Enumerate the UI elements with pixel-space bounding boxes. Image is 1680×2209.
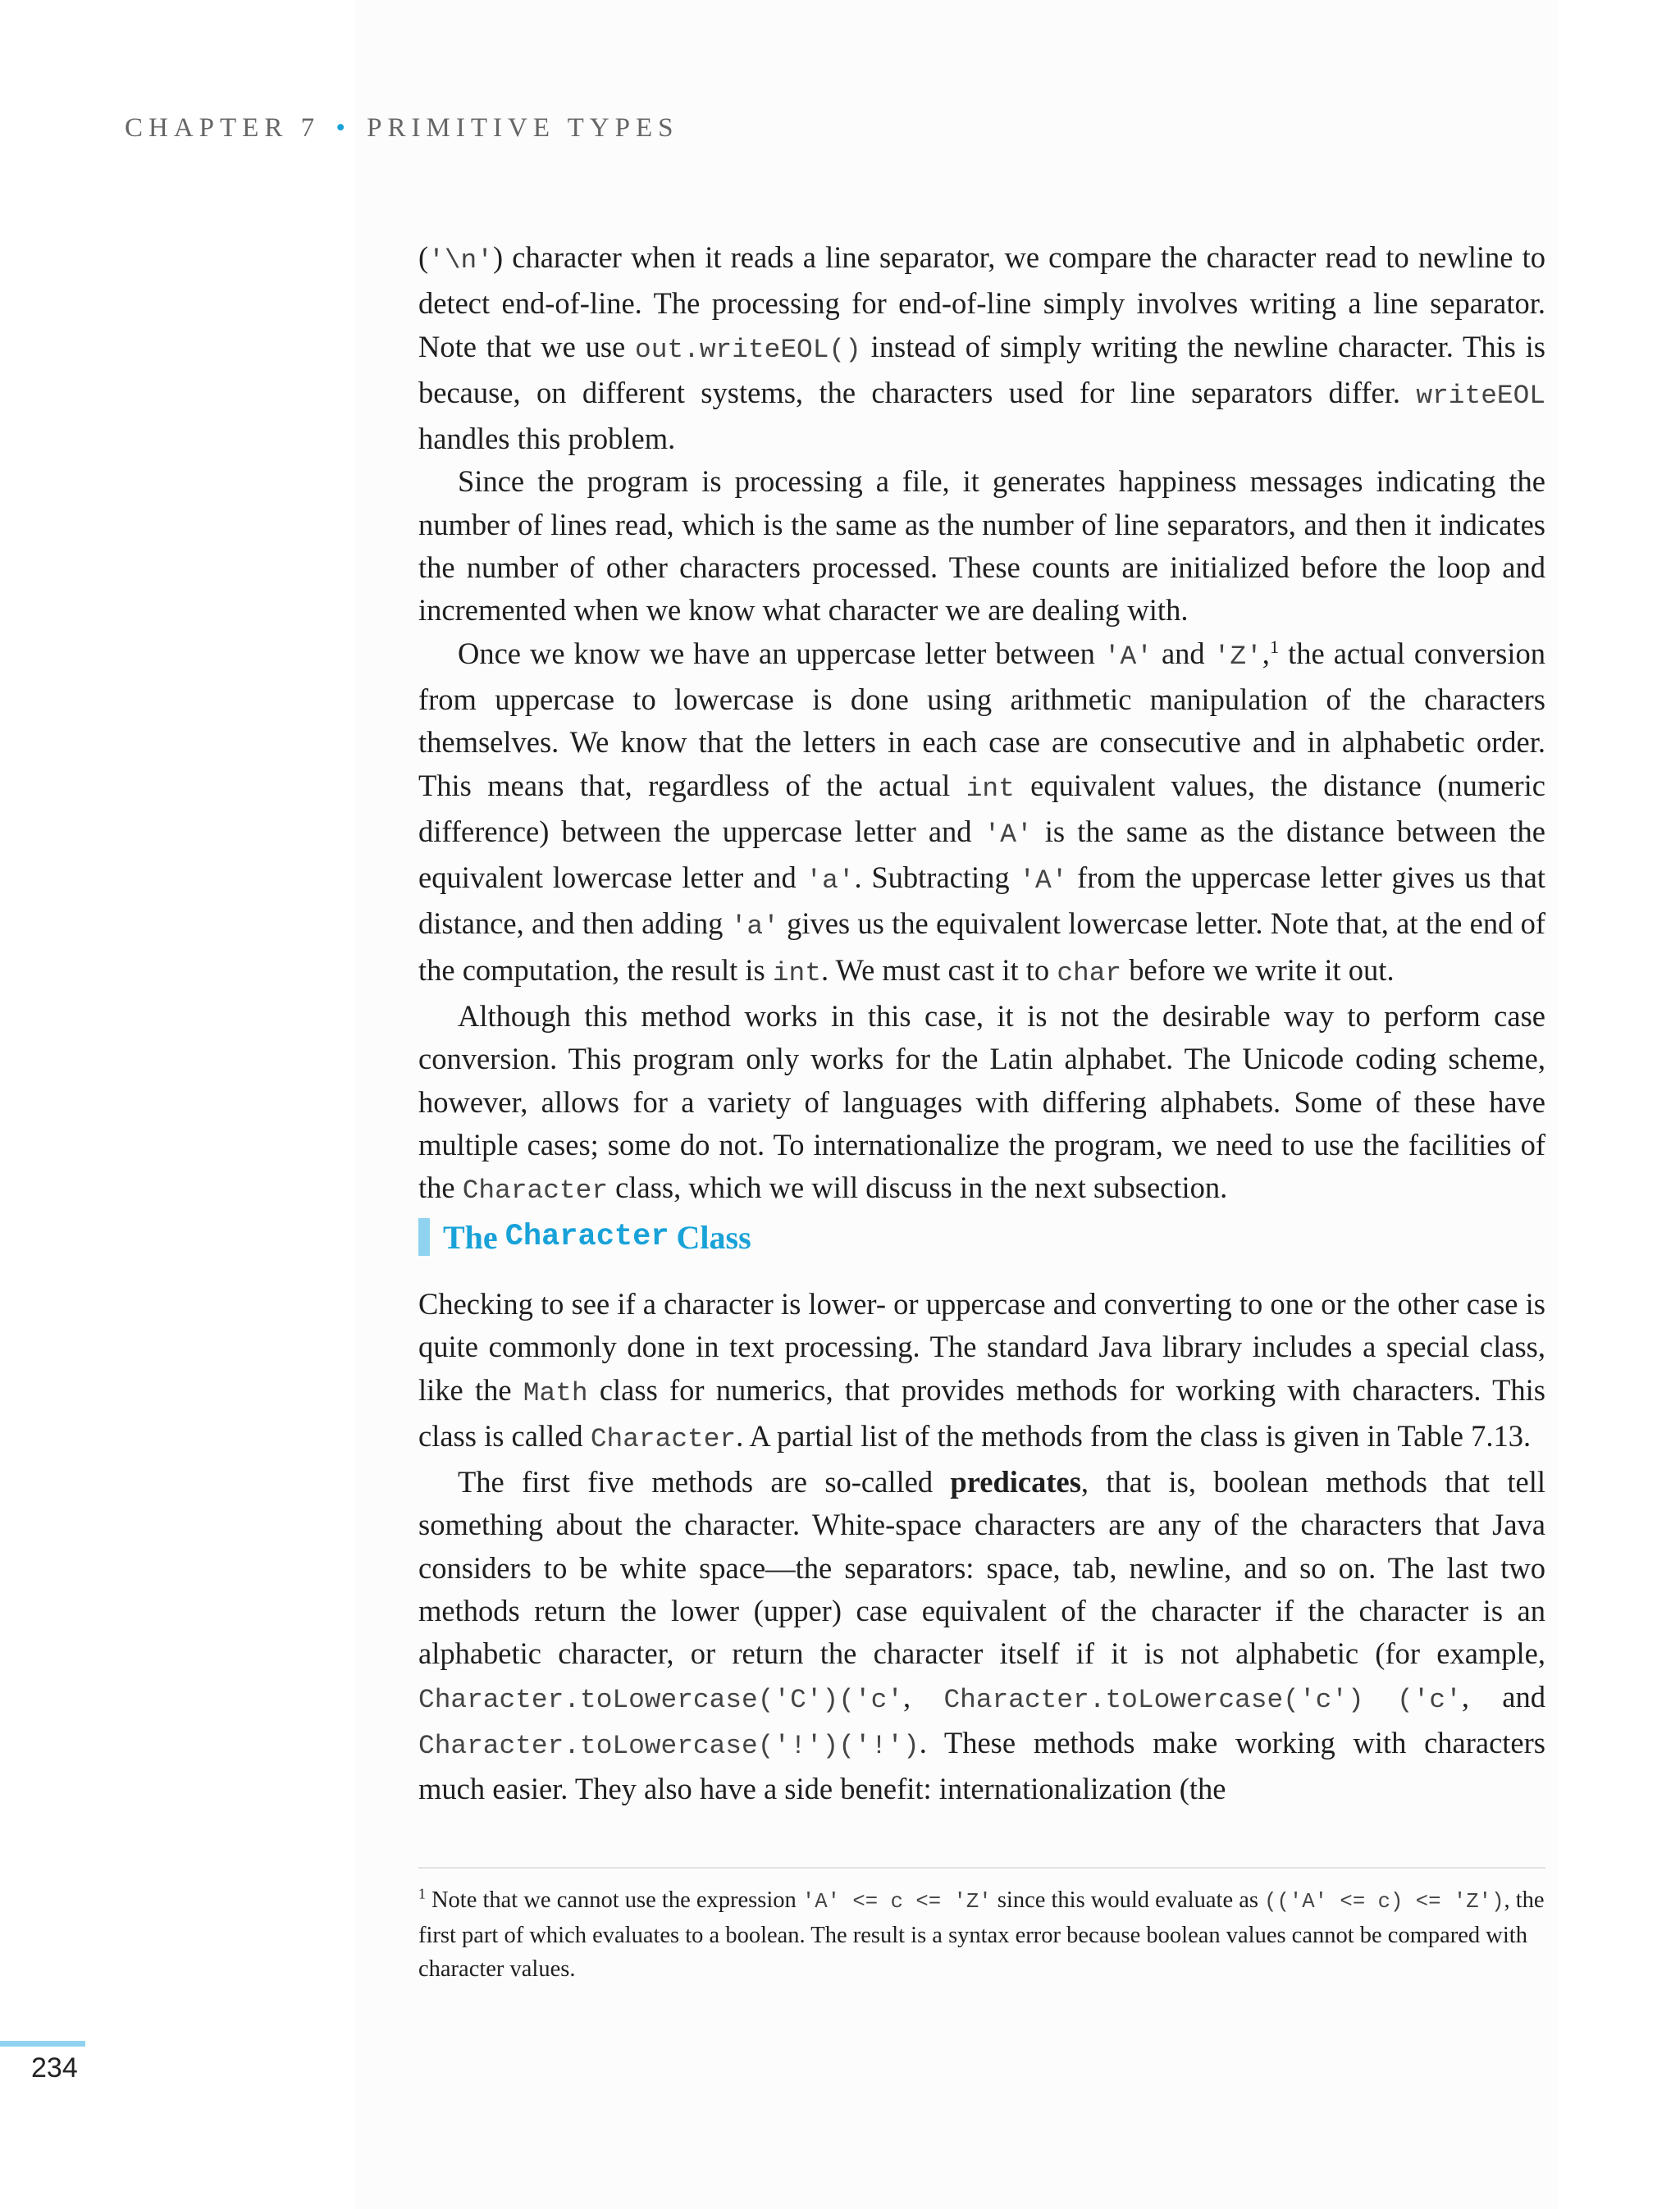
text: . These methods make working with characters much easier. They also have a side benefit: internationalization (the bbox=[418, 1725, 1545, 1806]
code-inline: writeEOL bbox=[1416, 380, 1545, 411]
code-inline: Character bbox=[462, 1175, 609, 1207]
body-text-top bbox=[418, 236, 1545, 1213]
footnote-reference[interactable]: 1 bbox=[1269, 636, 1280, 657]
heading-text: The bbox=[443, 1218, 498, 1256]
chapter-title: PRIMITIVE TYPES bbox=[367, 113, 679, 143]
code-inline: ('!') bbox=[838, 1730, 920, 1761]
text: . Subtracting bbox=[854, 860, 1020, 895]
code-inline: '\n' bbox=[428, 245, 493, 276]
body-text-bottom bbox=[418, 1283, 1545, 1811]
section-heading bbox=[418, 1211, 751, 1263]
text: , bbox=[1262, 636, 1270, 670]
code-inline: 'A' bbox=[984, 819, 1033, 850]
text: Once we know we have an uppercase letter between bbox=[458, 636, 1104, 670]
code-inline: ('c' bbox=[1397, 1684, 1462, 1715]
footnote-divider bbox=[418, 1867, 1545, 1869]
text: . We must cast it to bbox=[820, 952, 1057, 987]
code-inline: Character.toLowercase('C') bbox=[418, 1684, 839, 1715]
text: , the first part of which evaluates to a boolean. The result is a syntax error because boolean values cannot be compared with character values. bbox=[418, 1887, 1545, 1982]
code-inline: 'A' <= c <= 'Z' bbox=[801, 1890, 992, 1914]
code-inline: Math bbox=[523, 1377, 588, 1408]
text: , that is, boolean methods that tell something about the character. White-space characters are any of the characters that Java considers to be white space—the separators: space, tab, newline, and so on. The last two methods return the lower (upper) case equivalent of the character if the character is an alphabetic character, or return the character itself if it is not alphabetic (for example, bbox=[418, 1465, 1545, 1671]
code-inline: (('A' <= c) <= 'Z') bbox=[1264, 1890, 1504, 1914]
code-inline: 'a' bbox=[730, 911, 779, 942]
text: , and bbox=[1461, 1679, 1546, 1714]
text: class for numerics, that provides methods for working with characters. This class is called bbox=[418, 1372, 1545, 1453]
paragraph-3 bbox=[418, 632, 1545, 995]
text: before we write it out. bbox=[1121, 952, 1395, 987]
text: class, which we will discuss in the next subsection. bbox=[608, 1171, 1228, 1205]
text: equivalent values, the distance (numeric difference) between the uppercase letter and bbox=[418, 768, 1545, 848]
text: Note that we cannot use the expression bbox=[425, 1887, 802, 1913]
text: Checking to see if a character is lower- or uppercase and converting to one or the other case is quite commonly done in text processing. The standard Java library includes a special class, like the bbox=[418, 1287, 1545, 1407]
footnote-number: 1 bbox=[418, 1885, 426, 1902]
text: gives us the equivalent lowercase letter. Note that, at the end of the computation, the result is bbox=[418, 906, 1545, 987]
code-inline: 'Z' bbox=[1213, 641, 1262, 672]
code-inline: char bbox=[1057, 957, 1122, 988]
code-inline: int bbox=[966, 773, 1015, 804]
heading-text: Class bbox=[676, 1218, 751, 1256]
code-inline: 'A' bbox=[1019, 865, 1068, 897]
text: . A partial list of the methods from the class is given in Table 7.13. bbox=[736, 1418, 1532, 1453]
paragraph-2: Since the program is processing a file, it generates happiness messages indicating the number of lines read, which is the same as the number of line separators, and then it indicates the number of other characters processed. These counts are initialized before the loop and incremented when we know what character we are dealing with. bbox=[418, 464, 1545, 628]
text: the actual conversion from uppercase to lowercase is done using arithmetic manipulation of the characters themselves. We know that the letters in each case are consecutive and in alphabetic order. This means that, regardless of the actual bbox=[418, 636, 1545, 802]
text: is the same as the distance between the equivalent lowercase letter and bbox=[418, 814, 1545, 895]
footnote bbox=[418, 1883, 1545, 1986]
paragraph-5 bbox=[418, 1283, 1545, 1461]
text: and bbox=[1152, 636, 1214, 670]
paragraph-4 bbox=[418, 995, 1545, 1212]
code-inline: ('c' bbox=[838, 1684, 904, 1715]
text: from the uppercase letter gives us that distance, and then adding bbox=[418, 860, 1546, 941]
code-inline: Character bbox=[590, 1423, 737, 1454]
text: since this would evaluate as bbox=[991, 1887, 1265, 1913]
keyword-bold: predicates bbox=[950, 1465, 1081, 1499]
paragraph-1 bbox=[418, 236, 1545, 460]
code-inline: 'A' bbox=[1103, 641, 1153, 672]
heading-code: Character bbox=[504, 1220, 669, 1254]
text: handles this problem. bbox=[418, 422, 676, 456]
heading-bar-marker bbox=[418, 1218, 430, 1256]
text: , bbox=[903, 1679, 944, 1714]
code-inline: Character.toLowercase('c') bbox=[943, 1684, 1364, 1715]
text: Although this method works in this case, it is not the desirable way to perform case conversion. This program only works for the Latin alphabet. The Unicode coding scheme, however, allows for a variety of languages with differing alphabets. Some of these have multiple cases; some do not. To internationalize the program, we need to use the facilities of the bbox=[418, 999, 1545, 1205]
page-number-accent-bar bbox=[0, 2041, 85, 2047]
running-header bbox=[125, 113, 679, 144]
text: ( bbox=[418, 240, 429, 274]
paragraph-6 bbox=[418, 1461, 1545, 1810]
text: ) character when it reads a line separator, we compare the character read to newline to detect end-of-line. The processing for end-of-line simply involves writing a line separator. Note that we use bbox=[418, 240, 1545, 363]
page-number: 234 bbox=[31, 2052, 78, 2083]
code-inline: int bbox=[772, 957, 821, 988]
text: instead of simply writing the newline character. This is because, on different systems, the characters used for line separators differ. bbox=[418, 329, 1545, 409]
text: The first five methods are so-called bbox=[458, 1465, 951, 1499]
header-bullet: • bbox=[336, 113, 351, 143]
code-inline: 'a' bbox=[806, 865, 855, 897]
chapter-label: CHAPTER 7 bbox=[125, 113, 321, 143]
code-inline: out.writeEOL() bbox=[635, 334, 861, 365]
code-inline: Character.toLowercase('!') bbox=[418, 1730, 839, 1761]
